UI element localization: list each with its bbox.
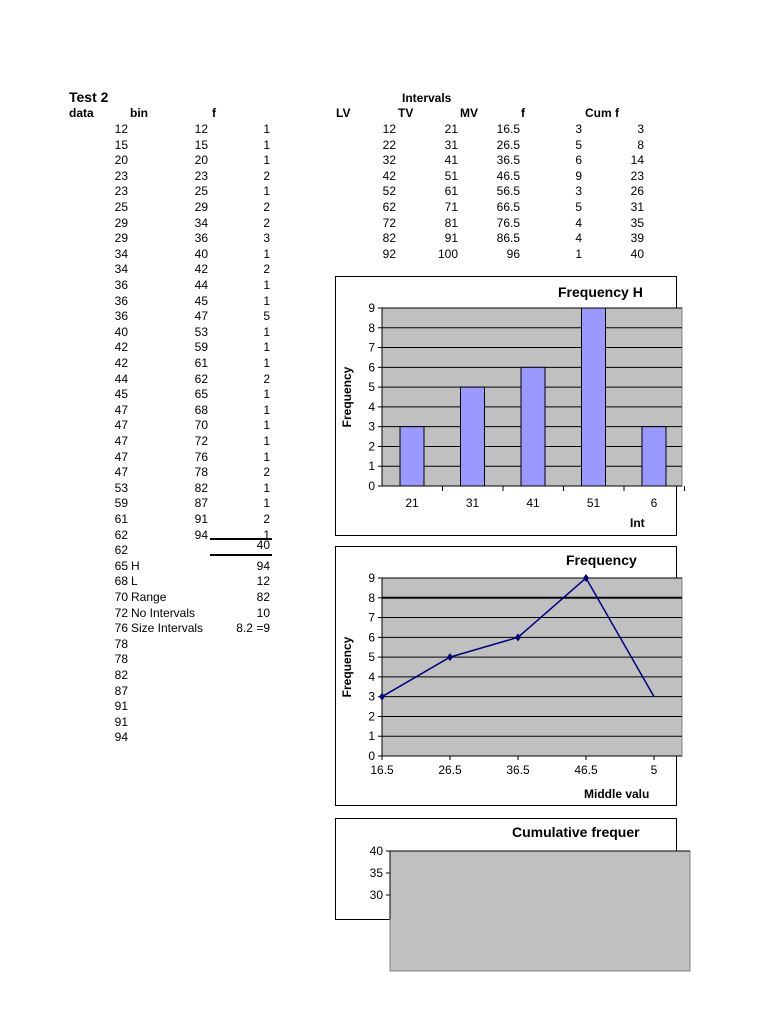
bin-value: 12 <box>194 122 208 136</box>
summary-label: L <box>131 574 138 589</box>
y-tick-label: 6 <box>368 630 375 645</box>
interval-f: 5 <box>575 137 582 152</box>
y-tick-label: 9 <box>368 301 375 315</box>
interval-f: 1 <box>575 246 582 261</box>
data-value: 47 <box>114 449 128 464</box>
interval-f: 4 <box>575 215 582 230</box>
data-value: 23 <box>114 168 128 183</box>
bin-value: 59 <box>194 340 208 355</box>
frequency-line-chart <box>335 546 677 806</box>
y-tick-label: 35 <box>369 866 383 880</box>
bin-value: 45 <box>194 293 208 308</box>
interval-lv: 12 <box>382 122 396 136</box>
x-axis-label: Int <box>630 516 645 530</box>
freq-value: 2 <box>263 262 270 277</box>
bar <box>642 427 666 486</box>
freq-value: 2 <box>263 215 270 230</box>
x-tick-label: 36.5 <box>506 763 530 777</box>
interval-lv: 92 <box>382 246 396 261</box>
bin-value: 87 <box>194 496 208 511</box>
header-tv: TV <box>398 106 414 120</box>
freq-value: 1 <box>263 340 270 355</box>
data-value: 47 <box>114 402 128 417</box>
freq-value: 1 <box>263 402 270 417</box>
interval-tv: 21 <box>444 122 458 136</box>
chart-title: Frequency H <box>558 284 643 300</box>
cumulative-chart <box>335 818 677 920</box>
data-value: 62 <box>114 543 128 558</box>
summary-label: Range <box>131 590 167 604</box>
interval-f: 4 <box>575 231 582 246</box>
y-tick-label: 3 <box>368 689 375 704</box>
data-value: 47 <box>114 434 128 448</box>
interval-lv: 22 <box>382 137 396 152</box>
data-value: 34 <box>114 262 128 277</box>
histogram-svg <box>336 277 676 535</box>
x-axis-label: Middle valu <box>584 787 650 801</box>
intervals-title: Intervals <box>402 91 452 105</box>
bar <box>461 387 485 486</box>
histogram-chart <box>335 276 677 536</box>
freq-value: 1 <box>263 122 270 136</box>
header-data: data <box>69 106 94 120</box>
data-value: 78 <box>114 652 128 667</box>
x-tick-label: 51 <box>586 496 601 510</box>
bin-value: 65 <box>194 387 208 402</box>
interval-mv: 86.5 <box>496 231 520 246</box>
header-lv: LV <box>336 106 351 120</box>
y-tick-label: 0 <box>368 749 375 763</box>
data-value: 72 <box>114 605 128 620</box>
interval-tv: 31 <box>444 137 458 152</box>
bin-value: 78 <box>194 465 208 480</box>
interval-cumf: 3 <box>637 122 644 136</box>
bin-value: 42 <box>194 262 208 277</box>
bin-value: 68 <box>194 402 208 417</box>
x-tick-label: 5 <box>650 763 658 777</box>
data-value: 29 <box>114 215 128 230</box>
interval-cumf: 31 <box>630 200 644 214</box>
y-tick-label: 8 <box>368 590 375 605</box>
freq-value: 1 <box>263 496 270 511</box>
freq-value: 2 <box>263 512 270 526</box>
x-tick-label: 21 <box>405 496 419 510</box>
bin-value: 36 <box>194 231 208 246</box>
interval-f: 9 <box>575 168 582 183</box>
data-value: 76 <box>114 621 128 636</box>
y-tick-label: 3 <box>368 419 375 434</box>
interval-mv: 66.5 <box>496 200 520 214</box>
bin-value: 53 <box>194 324 208 339</box>
interval-cumf: 40 <box>630 246 644 261</box>
freq-value: 1 <box>263 387 270 402</box>
interval-tv: 81 <box>444 215 458 230</box>
header-mv: MV <box>460 106 478 120</box>
y-tick-label: 2 <box>368 439 375 454</box>
data-value: 62 <box>114 527 128 542</box>
y-tick-label: 2 <box>368 709 375 724</box>
summary-label: No Intervals <box>131 605 196 620</box>
y-tick-label: 4 <box>368 669 375 684</box>
bin-value: 29 <box>194 200 208 214</box>
bin-value: 62 <box>194 371 208 386</box>
y-tick-label: 5 <box>368 650 375 665</box>
interval-lv: 52 <box>382 184 396 199</box>
data-value: 40 <box>114 324 128 339</box>
data-value: 91 <box>114 699 128 714</box>
data-value: 36 <box>114 309 128 324</box>
freq-value: 5 <box>263 309 270 324</box>
y-tick-label: 8 <box>368 320 375 335</box>
bin-value: 34 <box>194 215 208 230</box>
freq-value: 1 <box>263 449 270 464</box>
y-tick-label: 0 <box>368 479 375 493</box>
x-tick-label: 41 <box>526 496 540 510</box>
x-tick-label: 26.5 <box>438 763 462 777</box>
interval-tv: 41 <box>444 153 458 168</box>
interval-mv: 46.5 <box>496 168 520 183</box>
data-value: 36 <box>114 293 128 308</box>
freq-value: 1 <box>263 153 270 168</box>
y-axis-label: Frequency <box>340 366 354 428</box>
freq-value: 1 <box>263 527 270 542</box>
interval-lv: 72 <box>382 215 396 230</box>
y-tick-label: 5 <box>368 380 375 395</box>
bin-value: 23 <box>194 168 208 183</box>
interval-mv: 26.5 <box>496 137 520 152</box>
freq-value: 1 <box>263 184 270 199</box>
data-value: 82 <box>114 668 128 682</box>
summary-value: 82 <box>256 590 270 604</box>
freq-value: 1 <box>263 418 270 433</box>
interval-tv: 91 <box>444 231 458 246</box>
summary-value: 8.2 =9 <box>236 621 270 636</box>
freq-value: 2 <box>263 465 270 480</box>
data-value: 42 <box>114 340 128 355</box>
bin-value: 25 <box>194 184 208 199</box>
interval-lv: 62 <box>382 200 396 214</box>
header-bin: bin <box>130 106 148 120</box>
freq-value: 2 <box>263 168 270 183</box>
data-value: 65 <box>114 558 128 573</box>
header-f: f <box>212 106 216 120</box>
header-interval-f: f <box>521 106 525 120</box>
freq-value: 2 <box>263 200 270 214</box>
freq-value: 1 <box>263 324 270 339</box>
bin-value: 82 <box>194 480 208 495</box>
interval-tv: 61 <box>444 184 458 199</box>
data-value: 47 <box>114 418 128 433</box>
y-tick-label: 1 <box>368 729 375 744</box>
summary-label: H <box>131 558 140 573</box>
bin-value: 70 <box>194 418 208 433</box>
interval-f: 5 <box>575 200 582 214</box>
bin-value: 15 <box>194 137 208 152</box>
bin-value: 91 <box>194 512 208 526</box>
interval-f: 3 <box>575 122 582 136</box>
interval-cumf: 39 <box>630 231 644 246</box>
y-tick-label: 40 <box>369 844 383 858</box>
data-value: 45 <box>114 387 128 402</box>
y-tick-label: 9 <box>368 571 375 585</box>
interval-mv: 16.5 <box>496 122 520 136</box>
data-value: 91 <box>114 714 128 729</box>
sheet-title: Test 2 <box>69 89 109 105</box>
frequency-line-svg <box>336 547 676 805</box>
freq-value: 1 <box>263 434 270 448</box>
y-tick-label: 6 <box>368 360 375 375</box>
interval-cumf: 23 <box>630 168 644 183</box>
interval-tv: 100 <box>437 246 458 261</box>
data-value: 59 <box>114 496 128 511</box>
cumulative-svg <box>336 819 676 919</box>
data-value: 68 <box>114 574 128 589</box>
chart-title: Frequency <box>566 552 637 568</box>
bar <box>582 308 606 486</box>
interval-f: 3 <box>575 184 582 199</box>
interval-cumf: 14 <box>630 153 644 168</box>
data-value: 29 <box>114 231 128 246</box>
interval-cumf: 35 <box>630 215 644 230</box>
header-cumf: Cum f <box>585 106 619 120</box>
interval-f: 6 <box>575 153 582 168</box>
y-tick-label: 7 <box>368 610 375 625</box>
data-value: 47 <box>114 465 128 480</box>
freq-value: 1 <box>263 137 270 152</box>
freq-value: 2 <box>263 371 270 386</box>
bin-value: 94 <box>194 527 208 542</box>
freq-total: 40 <box>256 538 270 552</box>
data-value: 42 <box>114 356 128 370</box>
freq-value: 3 <box>263 231 270 246</box>
interval-tv: 71 <box>444 200 458 214</box>
bin-value: 40 <box>194 246 208 261</box>
summary-value: 10 <box>256 605 270 620</box>
data-value: 12 <box>114 122 128 136</box>
bin-value: 47 <box>194 309 208 324</box>
freq-value: 1 <box>263 480 270 495</box>
data-value: 70 <box>114 590 128 604</box>
summary-label: Size Intervals <box>131 621 204 636</box>
summary-value: 94 <box>256 558 270 573</box>
y-tick-label: 1 <box>368 459 375 474</box>
y-tick-label: 30 <box>369 888 383 902</box>
bar <box>521 367 545 486</box>
data-value: 23 <box>114 184 128 199</box>
x-tick-label: 6 <box>650 496 658 510</box>
data-value: 44 <box>114 371 128 386</box>
y-axis-label: Frequency <box>340 636 354 698</box>
interval-mv: 36.5 <box>496 153 520 168</box>
data-value: 61 <box>114 512 128 526</box>
plot-area <box>390 851 690 971</box>
bin-value: 61 <box>194 356 208 370</box>
data-value: 20 <box>114 153 128 168</box>
interval-lv: 32 <box>382 153 396 168</box>
data-value: 15 <box>114 137 128 152</box>
interval-tv: 51 <box>444 168 458 183</box>
interval-mv: 96 <box>506 246 520 261</box>
x-tick-label: 46.5 <box>574 763 598 777</box>
bar <box>400 427 424 486</box>
bin-value: 76 <box>194 449 208 464</box>
x-tick-label: 31 <box>465 496 480 510</box>
interval-cumf: 8 <box>637 137 644 152</box>
bin-value: 72 <box>194 434 208 448</box>
freq-value: 1 <box>263 278 270 292</box>
interval-mv: 76.5 <box>496 215 520 230</box>
freq-value: 1 <box>263 246 270 261</box>
x-tick-label: 16.5 <box>370 763 394 777</box>
data-value: 25 <box>114 200 128 214</box>
y-tick-label: 7 <box>368 340 375 355</box>
bin-value: 20 <box>194 153 208 168</box>
freq-value: 1 <box>263 293 270 308</box>
interval-lv: 82 <box>382 231 396 246</box>
y-tick-label: 4 <box>368 399 375 414</box>
data-value: 36 <box>114 278 128 292</box>
summary-value: 12 <box>256 574 270 589</box>
data-value: 78 <box>114 636 128 651</box>
data-value: 87 <box>114 683 128 698</box>
data-value: 94 <box>114 730 128 745</box>
interval-mv: 56.5 <box>496 184 520 199</box>
data-value: 34 <box>114 246 128 261</box>
interval-lv: 42 <box>382 168 396 183</box>
bin-value: 44 <box>194 278 208 292</box>
total-rule-bottom <box>210 554 272 556</box>
interval-cumf: 26 <box>630 184 644 199</box>
data-value: 53 <box>114 480 128 495</box>
chart-title: Cumulative frequer <box>512 824 640 840</box>
freq-value: 1 <box>263 356 270 370</box>
